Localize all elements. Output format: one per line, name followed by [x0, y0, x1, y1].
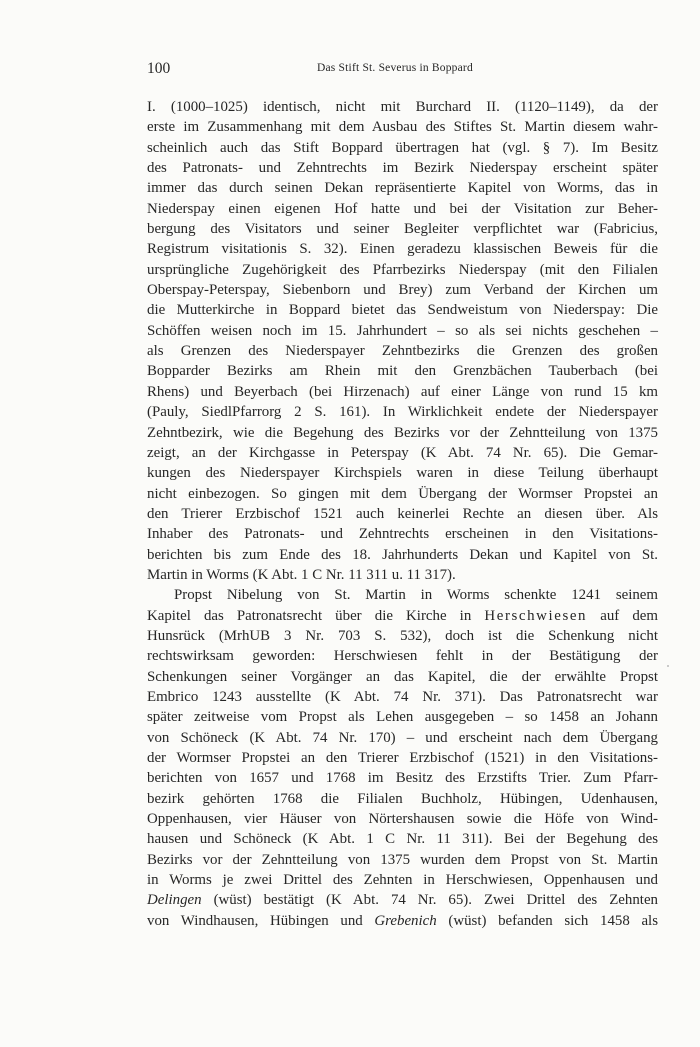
text-line: der Wormser Propstei an den Trierer Erzbischof (1521) in den Visitations-: [147, 750, 658, 766]
paragraph-2: [147, 585, 658, 931]
text-line: von Schöneck (K Abt. 74 Nr. 170) – und erscheint nach dem Übergang: [147, 729, 658, 746]
text-segment: (wüst) befanden sich 1458 als: [436, 912, 658, 929]
text-line: (Pauly, SiedlPfarrorg 2 S. 161). In Wirklichkeit endete der Niederspayer: [147, 404, 658, 421]
text-line: Schöffen weisen noch im 15. Jahrhundert – so als sei nichts geschehen –: [147, 322, 658, 339]
text-line: Schenkungen seiner Vorgänger an das Kapitel, die der erwählte Propst: [147, 668, 658, 685]
text-line: [147, 890, 658, 910]
text-segment: von Windhausen, Hübingen und: [147, 912, 375, 929]
text-line: I. (1000–1025) identisch, nicht mit Burchard II. (1120–1149), da der: [147, 99, 658, 115]
text-line: die Mutterkirche in Boppard bietet das Sendweistum von Niederspay: Die: [147, 302, 658, 319]
text-line: Rhens) und Beyerbach (bei Hirzenach) auf einer Länge von rund 15 km: [147, 383, 658, 400]
text-line: erste im Zusammenhang mit dem Ausbau des Stiftes St. Martin diesem wahr-: [147, 119, 658, 136]
page-number: 100: [147, 60, 171, 77]
text-line: kungen des Niederspayer Kirchspiels waren in diese Teilung überhaupt: [147, 465, 658, 482]
text-line: scheinlich auch das Stift Boppard übertragen hat (vgl. § 7). Im Besitz: [147, 139, 658, 156]
text-line: Martin in Worms (K Abt. 1 C Nr. 11 311 u. 11 317).: [147, 566, 456, 583]
italic-place-name: Delingen: [147, 892, 202, 909]
text-line: zeigt, an der Kirchgasse in Peterspay (K Abt. 74 Nr. 65). Die Gemar-: [147, 444, 658, 461]
text-line: Zehntbezirk, wie die Begehung des Bezirks vor der Zehntteilung von 1375: [147, 424, 658, 441]
text-segment: auf dem: [587, 607, 658, 624]
text-line: des Patronats- und Zehntrechts im Bezirk Niederspay erscheint später: [147, 160, 658, 177]
text-line: Bezirks vor der Zehntteilung von 1375 wurden dem Propst von St. Martin: [147, 851, 658, 868]
text-line: Oberspay-Peterspay, Siebenborn und Brey) zum Verband der Kirchen um: [147, 282, 658, 299]
text-line: Propst Nibelung von St. Martin in Worms schenkte 1241 seinem: [174, 587, 658, 604]
text-line: Registrum visitationis S. 32). Einen geradezu klassischen Beweis für die: [147, 241, 658, 258]
text-line: berichten von 1657 und 1768 im Besitz des Erzstifts Trier. Zum Pfarr-: [147, 770, 658, 787]
text-line: in Worms je zwei Drittel des Zehnten in Herschwiesen, Oppenhausen und: [147, 872, 658, 889]
text-line: Niederspay einen eigenen Hof hatte und bei der Visitation zur Beher-: [147, 200, 658, 217]
place-name-emphasis: Herschwiesen: [484, 607, 588, 624]
text-line: bezirk gehörten 1768 die Filialen Buchholz, Hübingen, Udenhausen,: [147, 790, 658, 807]
text-line: später zeitweise vom Propst als Lehen ausgegeben – so 1458 an Johann: [147, 709, 658, 726]
page-header: [147, 60, 658, 80]
text-line: berichten bis zum Ende des 18. Jahrhunderts Dekan und Kapitel von St.: [147, 546, 658, 563]
text-line: Embrico 1243 ausstellte (K Abt. 74 Nr. 371). Das Patronatsrecht war: [147, 688, 658, 705]
body-text: [147, 97, 658, 931]
text-segment: Kapitel das Patronatsrecht über die Kirche in: [147, 607, 485, 624]
text-line: hausen und Schöneck (K Abt. 1 C Nr. 11 311). Bei der Begehung des: [147, 831, 658, 848]
running-head: Das Stift St. Severus in Boppard: [317, 62, 473, 74]
text-line: [147, 911, 658, 931]
text-line: als Grenzen des Niederspayer Zehntbezirks die Grenzen des großen: [147, 343, 658, 360]
italic-place-name: Grebenich: [374, 912, 437, 929]
text-line: Inhaber des Patronats- und Zehntrechts erscheinen in den Visitations-: [147, 526, 658, 543]
text-line: bergung des Visitators und seiner Begleiter verpflichtet war (Fabricius,: [147, 221, 658, 238]
paragraph-1: [147, 97, 658, 585]
text-segment: (wüst) bestätigt (K Abt. 74 Nr. 65). Zwei Drittel des Zehnten: [201, 892, 658, 909]
text-line: nicht einbezogen. So gingen mit dem Übergang der Wormser Propstei an: [147, 485, 658, 502]
text-line: Oppenhausen, vier Häuser von Nörtershausen sowie die Höfe von Wind-: [147, 811, 658, 828]
text-line: Hunsrück (MrhUB 3 Nr. 703 S. 532), doch ist die Schenkung nicht: [147, 627, 658, 644]
text-line: [147, 606, 658, 626]
text-line: den Trierer Erzbischof 1521 auch keinerlei Rechte an diesen über. Als: [147, 505, 658, 522]
text-line: Bopparder Bezirks am Rhein mit den Grenzbächen Tauberbach (bei: [147, 363, 658, 380]
text-line: rechtswirksam geworden: Herschwiesen fehlt in der Bestätigung der: [147, 648, 658, 665]
margin-speck: [667, 665, 669, 667]
text-line: ursprüngliche Zugehörigkeit des Pfarrbezirks Niederspay (mit den Filialen: [147, 261, 658, 278]
text-line: immer das durch seinen Dekan repräsentierte Kapitel von Worms, das in: [147, 180, 658, 197]
